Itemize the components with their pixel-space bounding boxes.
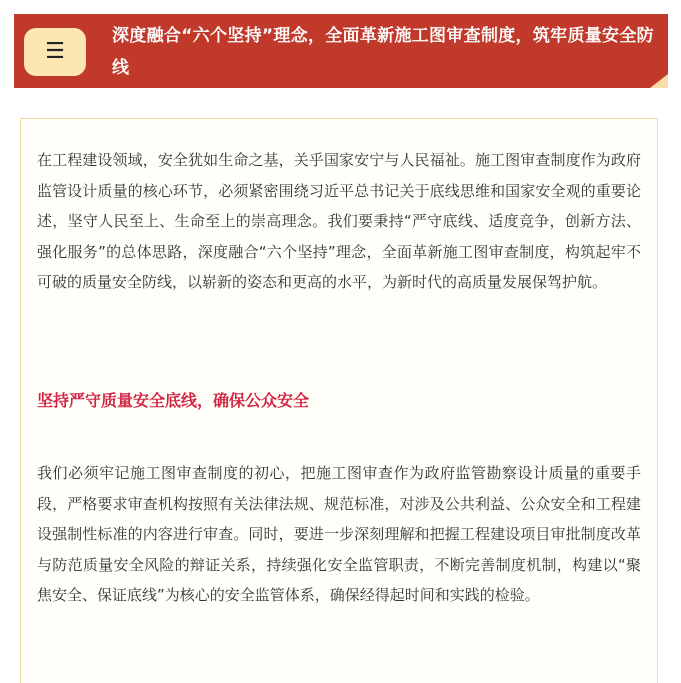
article-card [20,118,658,683]
article-paragraph: 我们必须牢记施工图审查制度的初心，把施工图审查作为政府监管勘察设计质量的重要手段，严格要求审查机构按照有关法律法规、规范标准，对涉及公共利益、公众安全和工程建设强制性标准的内容进行审查。同时，要进一步深刻理解和把握工程建设项目审批制度改革与防范质量安全风险的辩证关系，持续强化安全监管职责，不断完善制度机制，构建以“聚焦安全、保证底线”为核心的安全监管体系，确保经得起时间和实践的检验。 [37,464,641,604]
page-title: 深度融合“六个坚持”理念，全面革新施工图审查制度，筑牢质量安全防线 [112,26,654,78]
section-heading: 坚持严守质量安全底线，确保公众安全 [37,391,310,410]
banner-fold-corner [650,74,668,88]
title-banner [14,14,668,88]
menu-button[interactable] [24,28,86,76]
article-paragraph: 在工程建设领域，安全犹如生命之基，关乎国家安宁与人民福祉。施工图审查制度作为政府监管设计质量的核心环节，必须紧密围绕习近平总书记关于底线思维和国家安全观的重要论述，坚守人民至上、生命至上的崇高理念。我们要秉持“严守底线、适度竞争，创新方法、强化服务”的总体思路，深度融合“六个坚持”理念，全面革新施工图审查制度，构筑起牢不可破的质量安全防线，以崭新的姿态和更高的水平，为新时代的高质量发展保驾护航。 [37,151,641,291]
menu-icon: ☰ [45,39,65,64]
